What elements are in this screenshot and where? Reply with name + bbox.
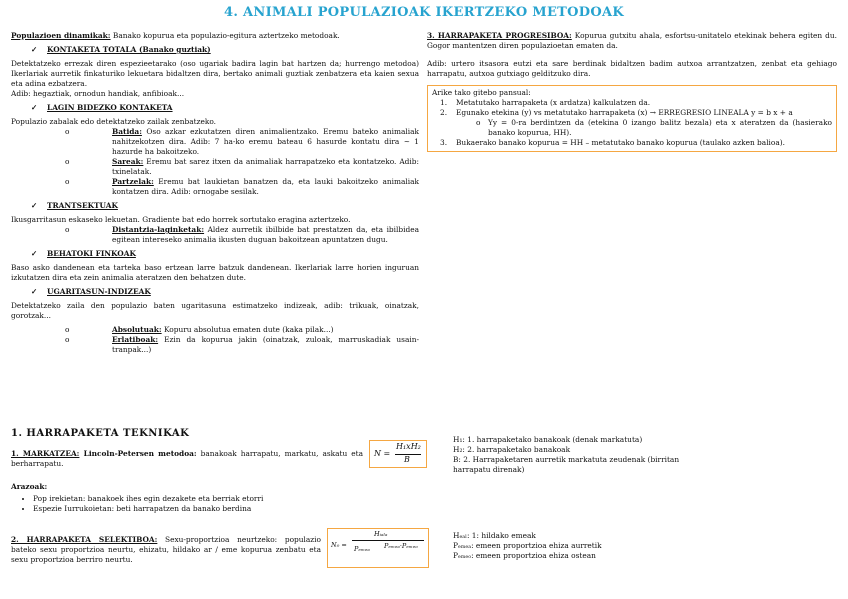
list-item: • Pop irekietan: banakoek ihes egin dezakete eta berriak etorri: [33, 494, 363, 504]
list-item: o Sareak: Eremu bat sarez itxen da animaliak harrapatzeko eta kontatzeko. Adib: txinelatak.: [65, 157, 419, 176]
list-item: o Partzelak: Eremu bat laukietan banatzen da, eta lauki bakoitzeko animaliak kontatzen dira. Adib: ornogabe sesilak.: [65, 177, 419, 196]
behatoki-heading: ✓ BEHATOKI FINKOAK: [31, 249, 136, 258]
list-item: o Distantzia-laginketak: Aldez aurretik ibilbide bat prestatzen da, eta ibilbidea egitean intereseko animalia ikusten duguan bakoitzean apuntatzen dugu.: [65, 225, 419, 244]
lagin-text: Populazio zabalak edo detektatzeko zailak zenbatzeko.: [11, 117, 217, 126]
section-heading: 1. HARRAPAKETA TEKNIKAK: [11, 428, 190, 439]
selective-formula: N₀ = Hᵢₐₗₐ Pₑₘₑₐ Pₑₘₑₐ·Pₑₘₑₒ: [327, 528, 429, 568]
arazoak-block: Arazoak: • Pop irekietan: banakoek ihes egin dezakete eta berriak etorri • Espezie Iurrukoietan: beti harrapatzen da banako berdina: [11, 482, 363, 514]
checkmark-icon: ✓: [31, 103, 38, 112]
page-title: 4. ANIMALI POPULAZIOAK IKERTZEKO METODOAK: [224, 5, 624, 20]
formula2-legend: Hₑₐₗ: 1: hildako emeak Pₑₘₑₐ: emeen proportzioa ehiza aurretik Pₑₘₑₒ: emeen proportzioa ehiza ostean: [453, 531, 602, 560]
list-item: o Absolutuak: Kopuru absolutua ematen dute (kaka pilak...): [65, 325, 334, 334]
markatzea-paragraph: 1. MARKATZEA: Lincoln-Petersen metodoa: banakoak harrapatu, markatu, askatu eta berharrapatu.: [11, 449, 363, 468]
lagin-heading: ✓ LAGIN BIDEZKO KONTAKETA: [31, 103, 173, 112]
checkmark-icon: ✓: [31, 45, 38, 54]
arazoak-list: [11, 494, 363, 514]
ugaritasun-text: Detektatzeko zaila den populazio baten ugaritasuna estimatzeko indizeak, adib: trikuak, oinatzak, gorotzak...: [11, 301, 419, 320]
list-item: o Yy = 0-ra berdintzen da (etekina 0 izango balitz bezala) eta x ateratzen da (hasierako banako kopurua, HH).: [476, 118, 832, 137]
trantsektuak-heading: ✓ TRANTSEKTUAK: [31, 201, 118, 210]
circle-bullet-icon: o: [65, 127, 70, 136]
formula1-legend: H₁: 1. harrapaketako banakoak (denak markatuta) H₂: 2. harrapaketako banakoak B: 2. Harrapaketaren aurretik markatuta zeudenak (birritan harrapatu direnak): [453, 435, 680, 474]
kontaketa-text: Detektatzeko errezak diren espezieetarako (oso ugariak badira lagin bat hartzen da; hurrengo metodoa) Ikerlariak aurretik finkaturiko lekuetara bidaltzen dira, bertako animali guztiak zenbatzera eta kaien sexua eta adina ezbatzera.: [11, 59, 419, 88]
list-item: 1. Metatutako harrapaketa (x ardatza) kalkulatzen da.: [440, 98, 651, 107]
behatoki-text: Baso asko dandenean eta tarteka baso ertzean larre batzuk dandenean. Ikerlariak larre horien inguruan izkutatzen dira eta zein animalia ateratzen den behatzen dute.: [11, 263, 419, 282]
list-item: • Espezie Iurrukoietan: beti harrapatzen da banako berdina: [33, 504, 363, 514]
circle-bullet-icon: o: [65, 225, 70, 234]
right-column: [427, 31, 837, 152]
checkmark-icon: ✓: [31, 249, 38, 258]
circle-bullet-icon: o: [476, 118, 481, 127]
progresiboa-paragraph: 3. HARRAPAKETA PROGRESIBOA: Kopurua gutxitu ahala, esfortsu-unitatelo etekinak behera egiten du. Gogor mantentzen diren populazioetan ematen da.: [427, 31, 837, 50]
list-item: o Erlatiboak: Ezin da kopurua jakin (oinatzak, zuloak, marruskadiak usain-tranpak...): [65, 335, 419, 354]
list-item: 2. Egunako etekina (y) vs metatutako harrapaketa (x) → ERREGRESIO LINEALA y = b x + a: [440, 108, 793, 117]
left-column: [11, 31, 419, 355]
checkmark-icon: ✓: [31, 201, 38, 210]
circle-bullet-icon: o: [65, 325, 70, 334]
list-item: o Batida: Oso azkar ezkutatzen diren animalientzako. Eremu bateko animaliak nahitzekotzen dira. Adib: 7 ha-ko eremu bateau 6 hasurde kontatu dira ~ 1 hazurde ha bakoitzeko.: [65, 127, 419, 156]
list-item: 3. Bukaerako banako kopurua = HH – metatutako banako kopurua (taulako azken balioa).: [440, 138, 786, 147]
procedure-intro: Arike tako gitebo pansual:: [432, 88, 531, 97]
trantsektuak-text: Ikusgarritasun eskaseko lekuetan. Gradiente bat edo horrek sortutako eragina aztertzeko.: [11, 215, 351, 224]
circle-bullet-icon: o: [65, 157, 70, 166]
circle-bullet-icon: o: [65, 177, 70, 186]
progresiboa-example: Adib: urtero itsasora eutzi eta sare berdinak bidaltzen badim autxoa arrantzatzen, zenbat eta gehiago harrapatu, autxoa gutxiago gelditzuko dira.: [427, 59, 837, 78]
intro-paragraph: [11, 31, 419, 41]
ugaritasun-heading: ✓ UGARITASUN-INDIZEAK: [31, 287, 151, 296]
kontaketa-heading: ✓ KONTAKETA TOTALA (Banako guztiak): [31, 45, 211, 54]
circle-bullet-icon: o: [65, 335, 70, 344]
lincoln-petersen-formula: N = H₁xH₂ B: [369, 440, 427, 468]
procedure-box: [427, 85, 837, 152]
kontaketa-example: Adib: hegaztiak, ornodun handiak, anfibioak...: [11, 89, 185, 98]
intro-label: Populazioen dinamikak:: [11, 31, 111, 40]
checkmark-icon: ✓: [31, 287, 38, 296]
selektiboa-paragraph: 2. HARRAPAKETA SELEKTIBOA: Sexu-proportzioa neurtzeko: populazio bateko sexu proportzioa neurtu, ehizatu, hildako ar / eme kopurua zenbatu eta sexu proportzioa berriro neurtu.: [11, 535, 321, 564]
intro-text: Banako kopurua eta populazio-egitura aztertzeko metodoak.: [110, 31, 340, 40]
